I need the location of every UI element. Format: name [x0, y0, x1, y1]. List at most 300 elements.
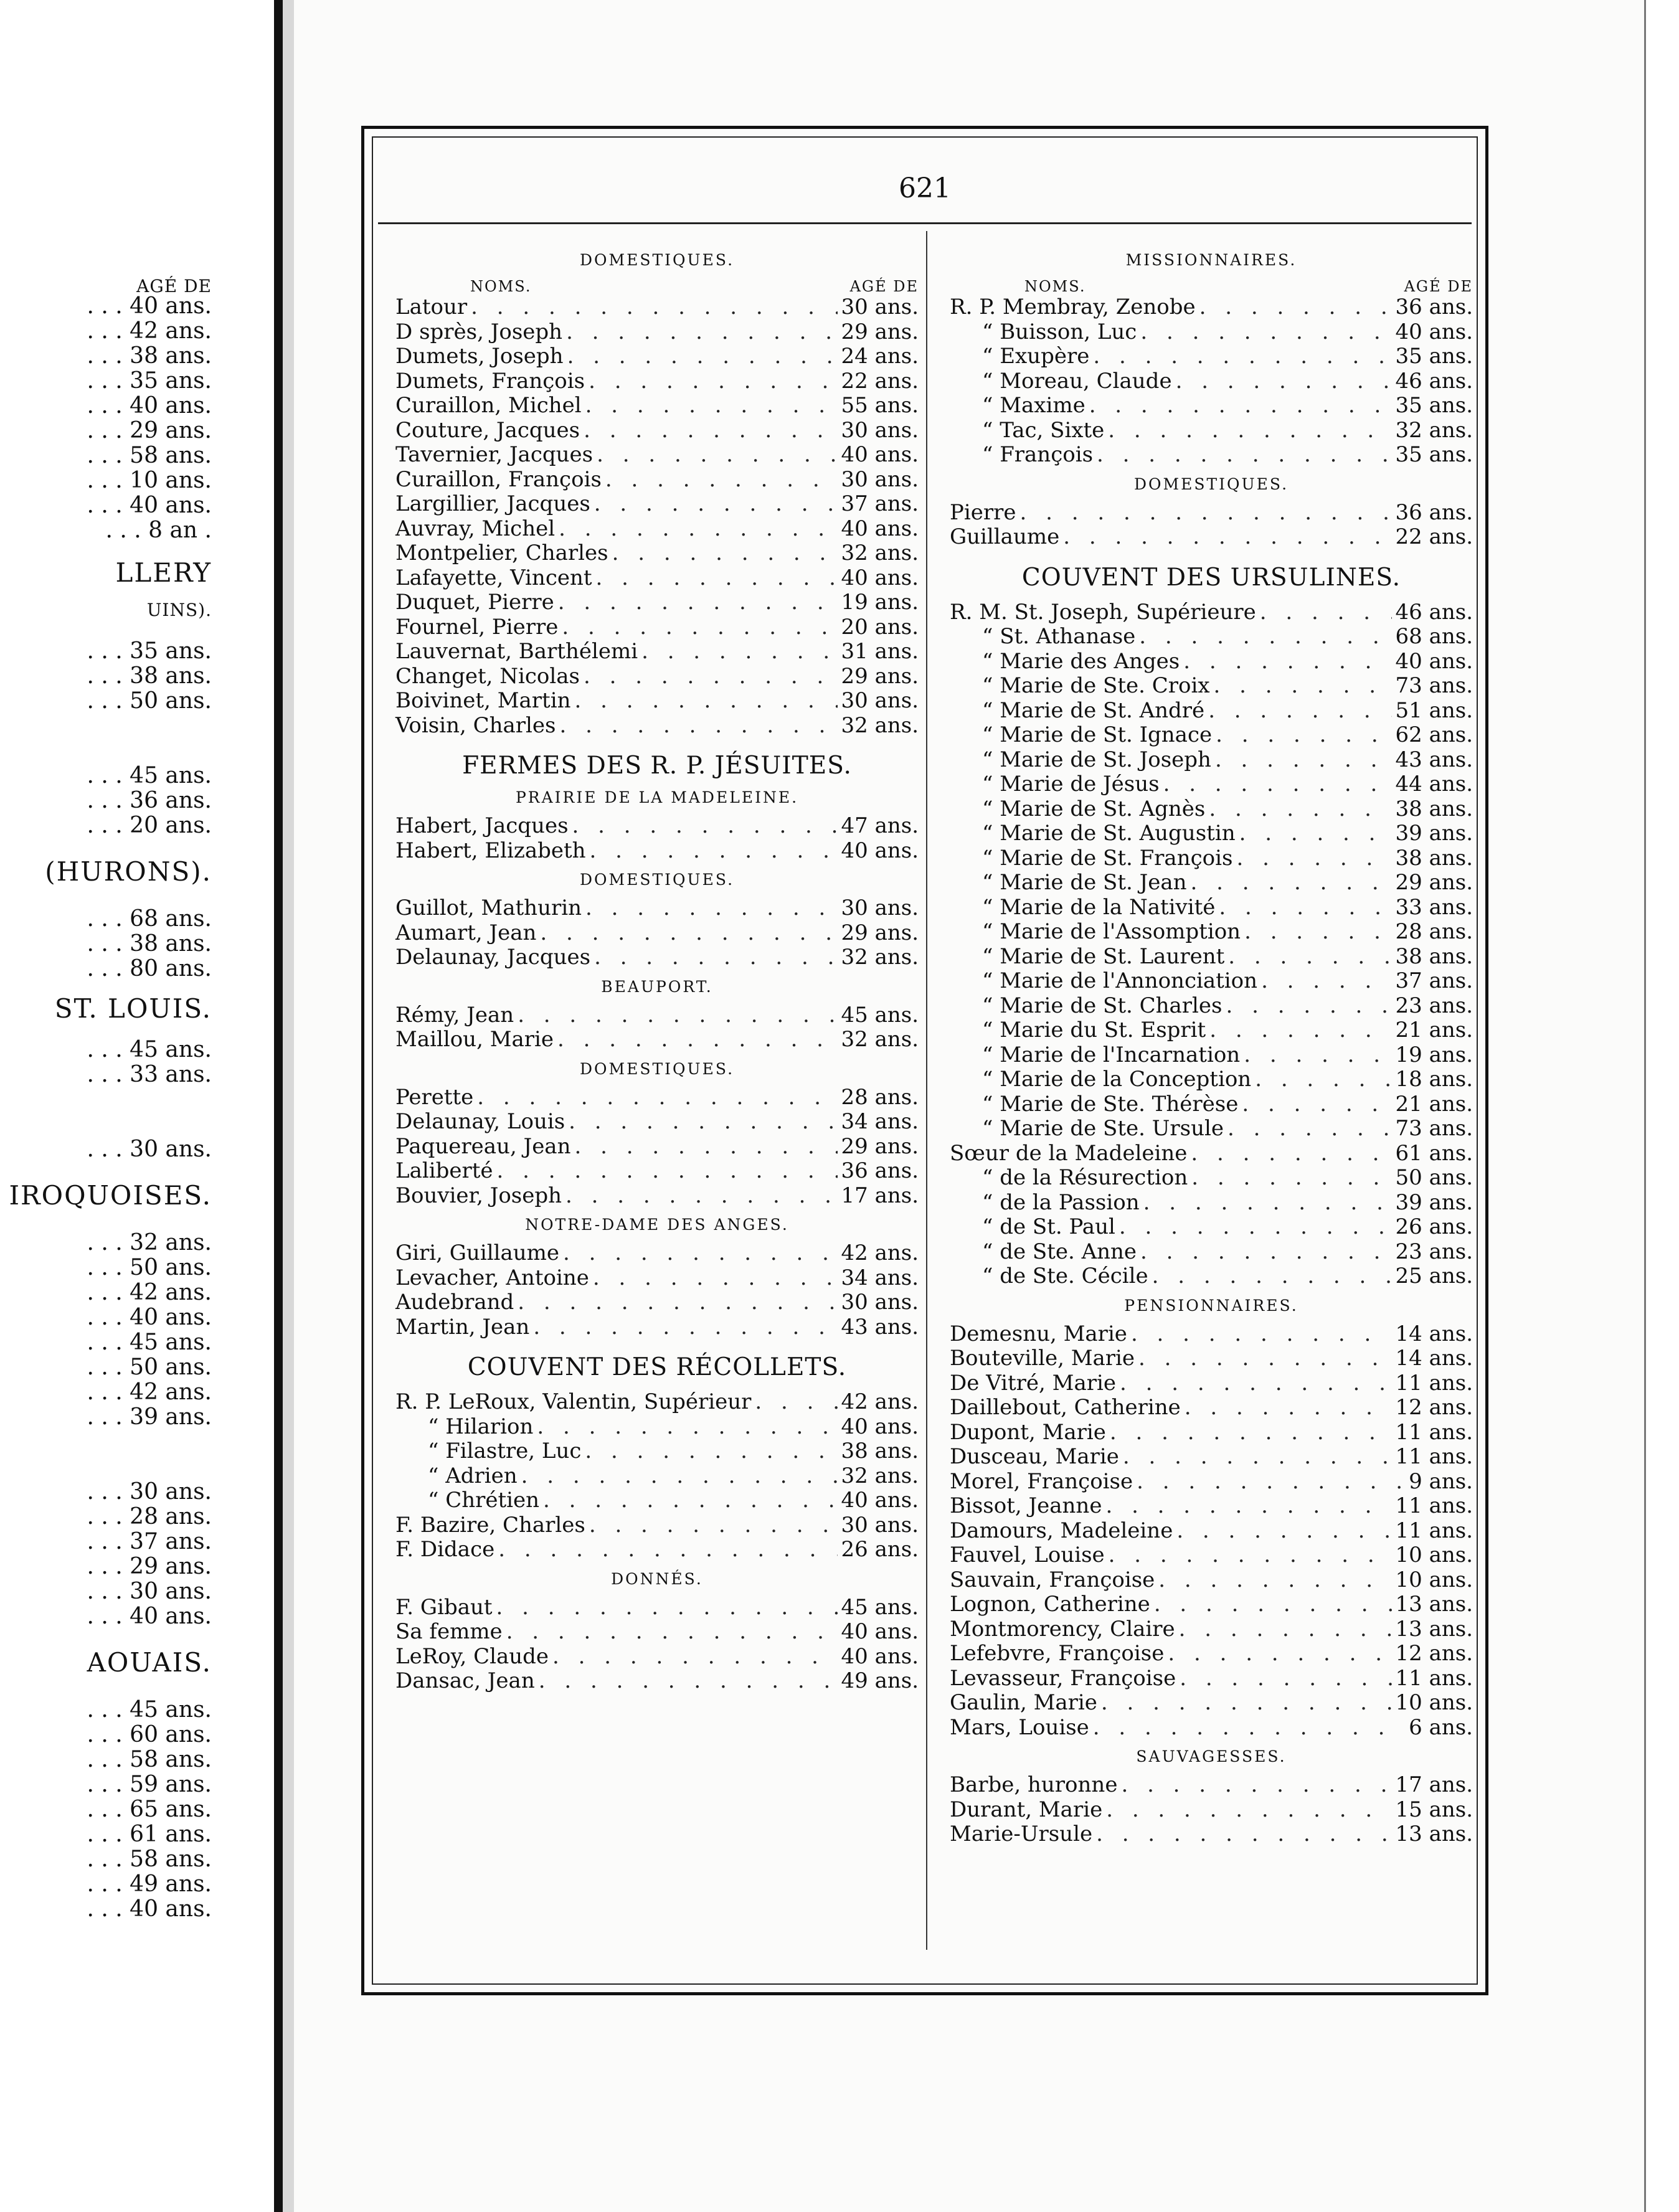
entry-list: [950, 600, 1473, 1289]
entry-name: “ Adrien: [428, 1463, 518, 1488]
left-page-row: . . . 33 ans.: [87, 1062, 212, 1087]
list-item: [395, 664, 919, 689]
entry-name: “ Marie de St. François: [982, 845, 1233, 871]
leader-dots: [506, 1620, 838, 1645]
entry-list: [395, 1390, 919, 1562]
left-page-row: . . . 35 ans.: [87, 638, 212, 664]
entry-name: Montpelier, Charles: [395, 541, 608, 565]
list-item: [950, 1592, 1473, 1617]
entry-age: 22 ans.: [1395, 524, 1473, 549]
leader-dots: [584, 418, 837, 443]
entry-name: R. P. Membray, Zenobe: [950, 295, 1196, 319]
entry-age: 40 ans.: [1395, 648, 1473, 674]
leader-dots: [558, 590, 838, 615]
entry-name: Sœur de la Madeleine: [950, 1140, 1188, 1166]
leader-dots: [560, 714, 838, 739]
entry-name: Lauvernat, Barthélemi: [395, 639, 638, 664]
entry-age: 73 ans.: [1395, 1116, 1473, 1141]
section-title: MISSIONNAIRES.: [1125, 251, 1297, 269]
leader-dots: [574, 1135, 837, 1160]
entry-age: 17 ans.: [841, 1183, 919, 1208]
leader-dots: [1109, 1543, 1392, 1568]
entry-age: 42 ans.: [841, 1389, 919, 1414]
entry-age: 45 ans.: [841, 1594, 919, 1620]
left-page-row: . . . 58 ans.: [87, 1747, 212, 1772]
entry-age: 21 ans.: [1395, 1091, 1473, 1117]
list-item: [950, 1067, 1473, 1092]
entry-age: 40 ans.: [841, 1488, 919, 1513]
list-item: [950, 1822, 1473, 1847]
entry-list: [395, 295, 919, 738]
entry-age: 25 ans.: [1395, 1264, 1473, 1288]
leader-dots: [1236, 846, 1391, 871]
list-item: [395, 492, 919, 517]
leader-dots: [1063, 525, 1391, 550]
entry-age: 55 ans.: [841, 393, 919, 418]
entry-name: “ Buisson, Luc: [982, 319, 1137, 344]
entry-name: “ Marie de Ste. Ursule: [982, 1116, 1224, 1141]
leader-dots: [585, 896, 838, 921]
leader-dots: [1215, 748, 1392, 773]
entry-name: “ François: [982, 442, 1094, 467]
entry-name: “ Exupère: [982, 344, 1090, 369]
list-item: [950, 871, 1473, 896]
entry-age: 37 ans.: [841, 491, 919, 516]
leader-dots: [518, 1290, 837, 1315]
list-item: [395, 517, 919, 542]
list-item: [950, 1141, 1473, 1166]
list-item: [950, 1191, 1473, 1216]
leader-dots: [1137, 1470, 1405, 1495]
leader-dots: [1139, 625, 1391, 650]
entry-name: Largillier, Jacques: [395, 491, 590, 516]
entry-name: Curaillon, François: [395, 466, 602, 492]
leader-dots: [543, 1488, 837, 1513]
list-item: [950, 821, 1473, 846]
leader-dots: [594, 492, 838, 517]
leader-dots: [612, 541, 838, 566]
leader-dots: [1121, 1773, 1391, 1798]
leader-dots: [1226, 994, 1391, 1019]
leader-dots: [540, 921, 837, 946]
entry-age: 19 ans.: [841, 590, 919, 615]
list-item: [950, 1322, 1473, 1347]
list-item: [950, 320, 1473, 345]
entry-name: Morel, Françoise: [950, 1468, 1133, 1494]
left-page-heading: IROQUOISES.: [9, 1180, 212, 1211]
entry-age: 40 ans.: [841, 516, 919, 541]
entry-name: Laliberté: [395, 1158, 493, 1183]
list-item: [950, 1346, 1473, 1371]
entry-name: “ Maxime: [982, 393, 1085, 418]
entry-name: Barbe, huronne: [950, 1772, 1118, 1797]
leader-dots: [1216, 723, 1391, 748]
entry-name: “ de la Résurection: [982, 1165, 1188, 1190]
left-page-row: . . . 40 ans.: [87, 493, 212, 518]
entry-age: 6 ans.: [1409, 1714, 1473, 1740]
entry-age: 40 ans.: [841, 1643, 919, 1669]
leader-dots: [1163, 772, 1392, 797]
left-page-row: . . . 45 ans.: [87, 763, 212, 788]
entry-name: F. Gibaut: [395, 1594, 493, 1620]
leader-dots: [641, 640, 837, 664]
leader-dots: [1260, 600, 1392, 625]
entry-name: Bouvier, Joseph: [395, 1183, 562, 1208]
list-item: [950, 920, 1473, 945]
leader-dots: [1120, 1371, 1391, 1396]
list-item: [395, 640, 919, 664]
entry-age: 28 ans.: [841, 1084, 919, 1110]
entry-list: [950, 501, 1473, 550]
entry-name: R. M. St. Joseph, Supérieure: [950, 599, 1256, 625]
list-item: [950, 1716, 1473, 1741]
entry-age: 38 ans.: [841, 1439, 919, 1463]
list-item: [395, 921, 919, 946]
leader-dots: [593, 1266, 838, 1291]
entry-name: “ Marie de St. Augustin: [982, 821, 1236, 846]
entry-name: Dumets, François: [395, 368, 585, 394]
entry-age: 35 ans.: [1395, 393, 1473, 418]
entry-age: 37 ans.: [1395, 968, 1473, 993]
entry-list: [395, 1003, 919, 1052]
entry-age: 35 ans.: [1395, 442, 1473, 467]
entry-list: [395, 896, 919, 970]
list-item: [950, 1240, 1473, 1265]
left-page-row: . . . 32 ans.: [87, 1230, 212, 1255]
entry-name: Dumets, Joseph: [395, 344, 564, 369]
entry-name: Boivinet, Martin: [395, 688, 571, 713]
leader-dots: [563, 1241, 838, 1266]
left-page-row: . . . 50 ans.: [87, 688, 212, 714]
list-item: [395, 896, 919, 921]
left-page-row: . . . 38 ans.: [87, 343, 212, 369]
left-page-row: . . . 38 ans.: [87, 931, 212, 957]
entry-name: “ de St. Paul: [982, 1214, 1115, 1239]
leader-dots: [1089, 394, 1392, 418]
left-page-row: . . . 68 ans.: [87, 906, 212, 932]
entry-name: Paquereau, Jean: [395, 1133, 571, 1159]
list-item: [950, 295, 1473, 320]
left-page-row: . . . 60 ans.: [87, 1722, 212, 1747]
entry-name: Habert, Jacques: [395, 813, 569, 838]
list-item: [395, 394, 919, 418]
entry-name: Sauvain, Françoise: [950, 1567, 1155, 1592]
entry-name: Auvray, Michel: [395, 516, 556, 541]
list-item: [395, 1439, 919, 1464]
entry-name: D sprès, Joseph: [395, 319, 563, 344]
list-item: [950, 369, 1473, 394]
entry-age: 20 ans.: [841, 614, 919, 640]
list-item: [395, 1595, 919, 1620]
leader-dots: [1191, 871, 1392, 896]
leader-dots: [1020, 501, 1392, 526]
entry-name: Daillebout, Catherine: [950, 1395, 1181, 1420]
leader-dots: [585, 394, 838, 418]
list-item: [950, 501, 1473, 526]
section-title: SAUVAGESSES.: [1136, 1747, 1287, 1765]
entry-age: 23 ans.: [1395, 1239, 1473, 1264]
section-title: DONNÉS.: [611, 1569, 703, 1588]
entry-age: 47 ans.: [841, 813, 919, 838]
entry-age: 30 ans.: [841, 1290, 919, 1315]
section-title: NOTRE-DAME DES ANGES.: [525, 1216, 789, 1234]
entry-name: Giri, Guillaume: [395, 1241, 559, 1265]
entry-age: 22 ans.: [841, 368, 919, 394]
list-item: [395, 615, 919, 640]
entry-age: 32 ans.: [841, 541, 919, 565]
list-item: [950, 699, 1473, 724]
list-item: [950, 797, 1473, 822]
entry-age: 32 ans.: [1395, 417, 1473, 443]
entry-name: “ de la Passion: [982, 1189, 1140, 1215]
entry-name: Mars, Louise: [950, 1714, 1089, 1740]
list-item: [395, 814, 919, 839]
list-item: [950, 1117, 1473, 1141]
entry-name: Dupont, Marie: [950, 1419, 1106, 1445]
entry-name: Latour: [395, 295, 468, 319]
leader-dots: [590, 839, 838, 864]
list-item: [395, 1513, 919, 1538]
entry-age: 30 ans.: [841, 896, 919, 920]
leader-dots: [562, 615, 837, 640]
entry-age: 29 ans.: [841, 319, 919, 344]
leader-dots: [1106, 1798, 1391, 1823]
leader-dots: [1093, 1716, 1405, 1741]
entry-name: Dusceau, Marie: [950, 1444, 1119, 1469]
entry-name: Guillot, Mathurin: [395, 896, 582, 920]
list-item: [950, 418, 1473, 443]
list-item: [950, 1691, 1473, 1716]
leader-dots: [1179, 1617, 1392, 1642]
entry-age: 31 ans.: [841, 639, 919, 664]
list-item: [395, 945, 919, 970]
list-item: [395, 1464, 919, 1489]
entry-name: Guillaume: [950, 524, 1060, 549]
entry-age: 30 ans.: [841, 1512, 919, 1538]
leader-dots: [1219, 896, 1391, 920]
leader-dots: [1239, 821, 1392, 846]
entry-name: “ St. Athanase: [982, 624, 1136, 649]
list-item: [950, 994, 1473, 1019]
entry-age: 24 ans.: [841, 344, 919, 369]
leader-dots: [755, 1390, 837, 1415]
entry-list: [950, 295, 1473, 468]
entry-age: 36 ans.: [1395, 295, 1473, 319]
list-item: [950, 1043, 1473, 1068]
list-item: [950, 1396, 1473, 1420]
list-item: [395, 541, 919, 566]
list-item: [395, 468, 919, 493]
entry-list: [395, 1085, 919, 1209]
entry-age: 62 ans.: [1395, 722, 1473, 747]
list-item: [395, 295, 919, 320]
entry-name: De Vitré, Marie: [950, 1370, 1117, 1396]
entry-age: 39 ans.: [1395, 821, 1473, 846]
list-item: [950, 1470, 1473, 1495]
left-page-row: . . . 40 ans.: [87, 1604, 212, 1629]
list-item: [950, 1798, 1473, 1823]
entry-age: 32 ans.: [841, 712, 919, 738]
list-item: [395, 1620, 919, 1645]
entry-list: [395, 1595, 919, 1694]
section-title: DOMESTIQUES.: [579, 251, 735, 269]
list-item: [950, 1543, 1473, 1568]
left-page-row: . . . 38 ans.: [87, 663, 212, 689]
entry-age: 10 ans.: [1395, 1567, 1473, 1592]
age-header: AGÉ DE: [849, 278, 919, 295]
leader-dots: [498, 1538, 837, 1562]
leader-dots: [1261, 969, 1391, 994]
left-page-row: . . . 50 ans.: [87, 1354, 212, 1380]
leader-dots: [521, 1464, 838, 1489]
leader-dots: [566, 320, 837, 345]
leader-dots: [1138, 1346, 1391, 1371]
list-item: [950, 344, 1473, 369]
list-item: [950, 748, 1473, 773]
entry-age: 46 ans.: [1395, 599, 1473, 625]
leader-dots: [1209, 1018, 1391, 1043]
leader-dots: [1228, 945, 1391, 970]
leader-dots: [1110, 1420, 1392, 1445]
entry-age: 36 ans.: [841, 1158, 919, 1183]
leader-dots: [496, 1595, 838, 1620]
entry-name: LeRoy, Claude: [395, 1643, 549, 1669]
left-page-row: . . . 58 ans.: [87, 1846, 212, 1872]
entry-age: 32 ans.: [841, 945, 919, 970]
entry-age: 15 ans.: [1395, 1797, 1473, 1822]
list-item: [395, 1135, 919, 1160]
leader-dots: [1152, 1264, 1392, 1289]
left-page-row: . . . 20 ans.: [87, 813, 212, 838]
list-item: [395, 1028, 919, 1052]
left-page-heading: AGÉ DE: [136, 276, 212, 296]
left-page-row: . . . 40 ans.: [87, 293, 212, 319]
entry-age: 50 ans.: [1395, 1165, 1473, 1190]
entry-age: 39 ans.: [1395, 1189, 1473, 1215]
leader-dots: [597, 443, 837, 468]
entry-age: 32 ans.: [841, 1027, 919, 1052]
section-title: COUVENT DES RÉCOLLETS.: [467, 1353, 847, 1381]
entry-name: Changet, Nicolas: [395, 663, 580, 689]
leader-dots: [552, 1645, 837, 1670]
entry-age: 11 ans.: [1395, 1370, 1473, 1396]
section-title: PENSIONNAIRES.: [1124, 1296, 1298, 1315]
list-item: [950, 1018, 1473, 1043]
section-title: FERMES DES R. P. JÉSUITES.: [462, 752, 852, 780]
entry-age: 40 ans.: [841, 442, 919, 467]
entry-name: F. Bazire, Charles: [395, 1512, 585, 1538]
left-page-row: . . . 42 ans.: [87, 1379, 212, 1405]
leader-dots: [569, 1110, 837, 1135]
list-item: [395, 1390, 919, 1415]
left-page-row: . . . 35 ans.: [87, 368, 212, 394]
list-item: [950, 1420, 1473, 1445]
list-item: [395, 1538, 919, 1562]
leader-dots: [477, 1085, 837, 1110]
entry-name: “ Marie du St. Esprit: [982, 1018, 1206, 1042]
leader-dots: [572, 814, 838, 839]
list-item: [395, 344, 919, 369]
entry-name: Bissot, Jeanne: [950, 1493, 1102, 1518]
leader-dots: [1143, 1191, 1392, 1216]
left-page-row: . . . 30 ans.: [87, 1137, 212, 1162]
left-page-row: . . . 45 ans.: [87, 1697, 212, 1723]
left-page-row: . . . 30 ans.: [87, 1479, 212, 1505]
entry-age: 28 ans.: [1395, 919, 1473, 944]
left-page-row: . . . 49 ans.: [87, 1871, 212, 1897]
leader-dots: [1105, 1494, 1391, 1519]
left-page-row: . . . 50 ans.: [87, 1255, 212, 1280]
entry-age: 43 ans.: [1395, 747, 1473, 772]
left-page-heading: AOUAIS.: [87, 1647, 212, 1678]
header-rule: [378, 222, 1472, 224]
list-item: [950, 896, 1473, 920]
entry-age: 36 ans.: [1395, 499, 1473, 525]
leader-dots: [518, 1003, 837, 1028]
entry-age: 46 ans.: [1395, 368, 1473, 394]
leader-dots: [589, 369, 837, 394]
page-number: 621: [899, 173, 951, 204]
list-item: [950, 443, 1473, 468]
list-item: [950, 1568, 1473, 1593]
entry-name: Gaulin, Marie: [950, 1690, 1097, 1715]
leader-dots: [1244, 1043, 1391, 1068]
left-page-heading: LLERY: [115, 557, 212, 588]
entry-name: Sa femme: [395, 1619, 503, 1644]
list-item: [395, 1315, 919, 1340]
section-title: DOMESTIQUES.: [579, 1059, 735, 1078]
leader-dots: [1158, 1568, 1391, 1593]
entry-name: “ Marie de St. Laurent: [982, 943, 1225, 969]
entry-age: 17 ans.: [1395, 1772, 1473, 1797]
left-page-heading: UINS).: [146, 600, 212, 620]
list-item: [395, 566, 919, 591]
entry-list: [395, 1241, 919, 1340]
section-title: COUVENT DES URSULINES.: [1021, 563, 1401, 592]
left-page-row: . . . 80 ans.: [87, 956, 212, 981]
left-page-row: . . . 65 ans.: [87, 1797, 212, 1822]
entry-age: 30 ans.: [841, 417, 919, 443]
list-item: [395, 418, 919, 443]
list-item: [950, 945, 1473, 970]
entry-name: Lognon, Catherine: [950, 1592, 1150, 1617]
list-item: [395, 839, 919, 864]
entry-name: Delaunay, Jacques: [395, 945, 591, 970]
list-item: [395, 1085, 919, 1110]
list-item: [950, 1166, 1473, 1191]
entry-age: 13 ans.: [1395, 1822, 1473, 1846]
entry-name: Habert, Elizabeth: [395, 838, 586, 863]
entry-name: Duquet, Pierre: [395, 590, 554, 615]
list-item: [950, 1445, 1473, 1470]
page-fold: [283, 0, 294, 2212]
leader-dots: [1180, 1666, 1391, 1691]
entry-age: 44 ans.: [1395, 772, 1473, 796]
leader-dots: [1097, 443, 1391, 468]
entry-age: 11 ans.: [1395, 1419, 1473, 1445]
left-page-row: . . . 10 ans.: [87, 468, 212, 493]
entry-age: 45 ans.: [841, 1002, 919, 1028]
column-header: [395, 276, 919, 295]
entry-age: 38 ans.: [1395, 796, 1473, 821]
entry-name: Curaillon, Michel: [395, 393, 582, 418]
left-page-row: . . . 45 ans.: [87, 1037, 212, 1062]
entry-age: 29 ans.: [841, 920, 919, 945]
entry-name: “ Hilarion: [428, 1414, 534, 1439]
leader-dots: [557, 1028, 837, 1052]
leader-dots: [1176, 369, 1392, 394]
list-item: [950, 1371, 1473, 1396]
